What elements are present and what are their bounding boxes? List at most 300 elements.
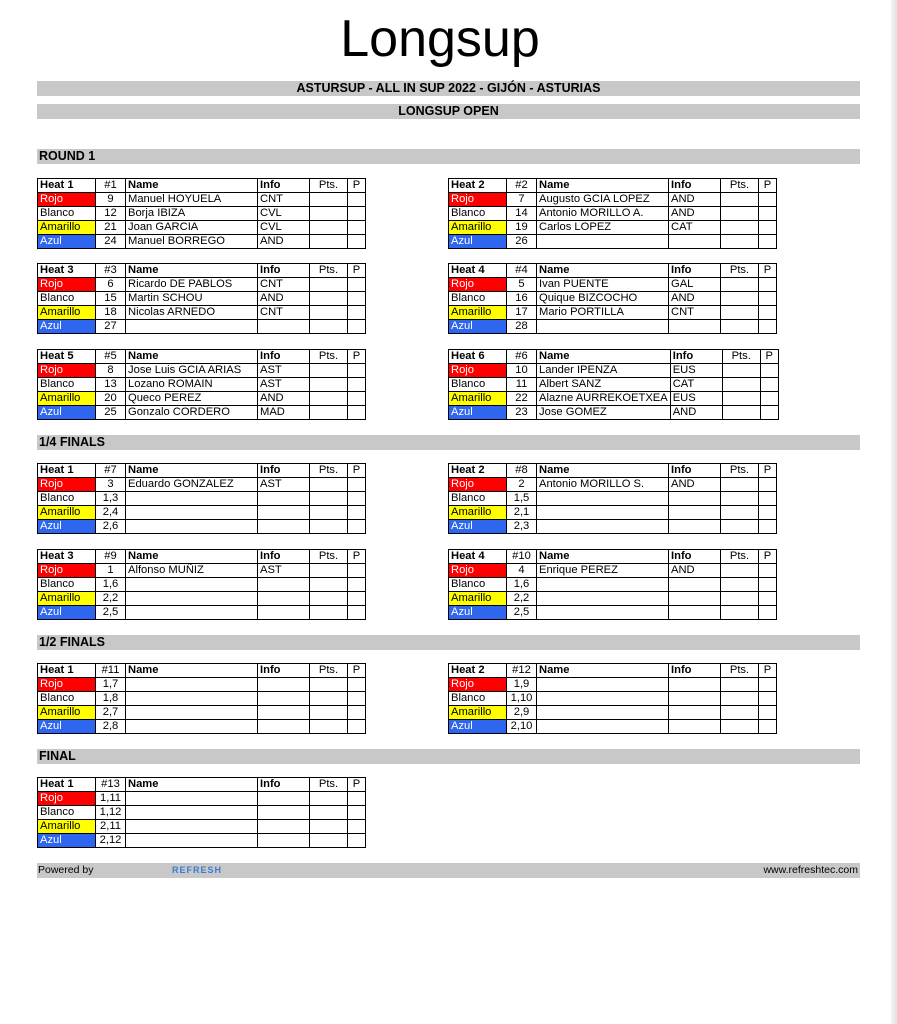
position-cell [759,235,777,249]
color-cell: Amarillo [449,306,507,320]
seed-cell: 15 [96,292,126,306]
color-cell: Azul [38,235,96,249]
info-cell [669,320,721,334]
heat-label: Heat 1 [38,664,96,678]
competitor-name-cell [537,492,669,506]
color-cell: Azul [38,406,96,420]
points-cell [310,520,348,534]
seed-cell: 12 [96,207,126,221]
position-cell [760,392,778,406]
color-cell: Blanco [449,378,507,392]
competitor-name-cell [126,706,258,720]
color-cell: Blanco [38,378,96,392]
table-row [38,235,366,249]
seed-cell: 2 [507,478,537,492]
color-cell: Rojo [449,478,507,492]
color-cell: Rojo [449,364,507,378]
position-cell [759,492,777,506]
heat-table [37,549,366,620]
heat-number: #11 [96,664,126,678]
position-cell [759,678,777,692]
info-cell: AND [670,406,722,420]
seed-cell: 17 [507,306,537,320]
info-cell [669,678,721,692]
color-cell: Blanco [449,207,507,221]
competitor-name-cell [126,520,258,534]
heat-header-row [449,664,777,678]
pts-header: Pts. [721,550,759,564]
heat-table [37,263,366,334]
table-row [449,378,779,392]
points-cell [310,235,348,249]
heat-table [448,263,777,334]
heat-label: Heat 2 [449,179,507,193]
competitor-name-cell [126,492,258,506]
competitor-name-cell: Carlos LOPEZ [537,221,669,235]
position-cell [348,820,366,834]
color-cell: Rojo [38,278,96,292]
points-cell [310,221,348,235]
color-cell: Rojo [449,278,507,292]
table-row [38,706,366,720]
seed-cell: 1,9 [507,678,537,692]
position-cell [759,278,777,292]
info-header: Info [669,179,721,193]
seed-cell: 2,2 [507,592,537,606]
info-cell [669,692,721,706]
p-header: P [348,350,366,364]
info-cell: AND [669,292,721,306]
points-cell [310,792,348,806]
heat-number: #6 [507,350,537,364]
info-cell: AST [258,364,310,378]
seed-cell: 8 [96,364,126,378]
competitor-name-cell [537,678,669,692]
name-header: Name [537,264,669,278]
info-cell: AND [258,292,310,306]
seed-cell: 20 [96,392,126,406]
seed-cell: 2,5 [507,606,537,620]
competitor-name-cell [537,578,669,592]
competitor-name-cell: Quique BIZCOCHO [537,292,669,306]
points-cell [310,292,348,306]
round-1-header: ROUND 1 [37,149,860,164]
heat-number: #10 [507,550,537,564]
color-cell: Blanco [449,292,507,306]
seed-cell: 2,7 [96,706,126,720]
color-cell: Blanco [38,806,96,820]
table-row [38,520,366,534]
table-row [38,392,366,406]
table-row [449,706,777,720]
table-row [38,278,366,292]
website-link[interactable]: www.refreshtec.com [763,864,858,876]
name-header: Name [126,464,258,478]
heat-number: #13 [96,778,126,792]
heat-label: Heat 3 [38,550,96,564]
name-header: Name [126,664,258,678]
seed-cell: 3 [96,478,126,492]
table-row [38,492,366,506]
info-cell [669,720,721,734]
position-cell [348,378,366,392]
category-title: LONGSUP OPEN [37,104,860,119]
points-cell [310,834,348,848]
table-row [449,320,777,334]
points-cell [721,592,759,606]
heat-table [448,549,777,620]
position-cell [760,406,778,420]
heat-header-row [38,664,366,678]
color-cell: Amarillo [38,221,96,235]
table-row [38,678,366,692]
info-cell [258,792,310,806]
table-row [38,820,366,834]
competitor-name-cell: Manuel BORREGO [126,235,258,249]
color-cell: Rojo [38,193,96,207]
heat-number: #9 [96,550,126,564]
points-cell [722,378,760,392]
heat-header-row [38,350,366,364]
pts-header: Pts. [310,778,348,792]
heat-number: #2 [507,179,537,193]
table-row [38,792,366,806]
info-header: Info [258,664,310,678]
heat-table [448,663,777,734]
table-row [449,306,777,320]
seed-cell: 26 [507,235,537,249]
seed-cell: 2,5 [96,606,126,620]
color-cell: Amarillo [38,306,96,320]
seed-cell: 25 [96,406,126,420]
heat-table [37,463,366,534]
name-header: Name [537,664,669,678]
position-cell [759,292,777,306]
position-cell [348,406,366,420]
page-edge-shadow [891,0,897,1024]
final-header: FINAL [37,749,860,764]
seed-cell: 28 [507,320,537,334]
info-cell: AND [669,564,721,578]
color-cell: Amarillo [38,820,96,834]
info-cell: CAT [669,221,721,235]
heat-label: Heat 4 [449,264,507,278]
table-row [449,235,777,249]
info-cell: CVL [258,207,310,221]
points-cell [721,320,759,334]
points-cell [310,706,348,720]
color-cell: Blanco [449,692,507,706]
table-row [38,834,366,848]
seed-cell: 24 [96,235,126,249]
competitor-name-cell: Jose Luis GCIA ARIAS [126,364,258,378]
info-header: Info [258,550,310,564]
info-cell: CNT [258,306,310,320]
seed-cell: 2,12 [96,834,126,848]
competitor-name-cell: Mario PORTILLA [537,306,669,320]
heat-label: Heat 4 [449,550,507,564]
competitor-name-cell [126,692,258,706]
pts-header: Pts. [721,464,759,478]
info-cell: AND [669,478,721,492]
heat-table [37,777,366,848]
competitor-name-cell: Ivan PUENTE [537,278,669,292]
seed-cell: 2,4 [96,506,126,520]
competitor-name-cell: Albert SANZ [537,378,671,392]
p-header: P [348,464,366,478]
competitor-name-cell: Augusto GCIA LOPEZ [537,193,669,207]
info-cell: CNT [258,278,310,292]
heat-header-row [449,550,777,564]
table-row [38,806,366,820]
table-row [38,578,366,592]
position-cell [348,292,366,306]
points-cell [310,278,348,292]
points-cell [310,478,348,492]
position-cell [348,520,366,534]
heat-number: #8 [507,464,537,478]
points-cell [721,207,759,221]
info-cell: AND [669,193,721,207]
heat-table [448,178,777,249]
color-cell: Rojo [449,193,507,207]
heat-header-row [449,264,777,278]
position-cell [759,520,777,534]
info-cell [669,706,721,720]
table-row [38,320,366,334]
position-cell [759,306,777,320]
seed-cell: 2,3 [507,520,537,534]
info-cell: AND [258,392,310,406]
seed-cell: 2,10 [507,720,537,734]
color-cell: Blanco [38,207,96,221]
page-title: Longsup [340,10,540,68]
heat-number: #7 [96,464,126,478]
position-cell [759,506,777,520]
points-cell [721,193,759,207]
position-cell [348,564,366,578]
color-cell: Rojo [38,678,96,692]
info-header: Info [258,464,310,478]
seed-cell: 19 [507,221,537,235]
competitor-name-cell [126,834,258,848]
info-cell: AND [258,235,310,249]
competitor-name-cell: Enrique PEREZ [537,564,669,578]
pts-header: Pts. [310,550,348,564]
competitor-name-cell [126,592,258,606]
competitor-name-cell [537,320,669,334]
heat-table [37,178,366,249]
table-row [449,392,779,406]
position-cell [348,278,366,292]
p-header: P [759,264,777,278]
competitor-name-cell [537,706,669,720]
competitor-name-cell [537,235,669,249]
heat-label: Heat 1 [38,179,96,193]
heat-table [448,463,777,534]
points-cell [721,306,759,320]
table-row [38,478,366,492]
info-cell [258,678,310,692]
color-cell: Rojo [38,564,96,578]
points-cell [310,378,348,392]
points-cell [722,364,760,378]
position-cell [348,578,366,592]
table-row [449,578,777,592]
position-cell [348,706,366,720]
competitor-name-cell [126,320,258,334]
p-header: P [759,179,777,193]
color-cell: Amarillo [449,706,507,720]
position-cell [348,492,366,506]
info-cell: CVL [258,221,310,235]
seed-cell: 2,6 [96,520,126,534]
seed-cell: 22 [507,392,537,406]
info-cell: AND [669,207,721,221]
points-cell [310,820,348,834]
info-cell [258,834,310,848]
seed-cell: 10 [507,364,537,378]
info-cell [669,506,721,520]
pts-header: Pts. [721,664,759,678]
competitor-name-cell [126,578,258,592]
info-header: Info [670,350,722,364]
heat-header-row [38,179,366,193]
heat-number: #12 [507,664,537,678]
competitor-name-cell [126,606,258,620]
position-cell [759,564,777,578]
table-row [449,606,777,620]
table-row [449,207,777,221]
table-row [38,221,366,235]
position-cell [759,706,777,720]
position-cell [348,364,366,378]
points-cell [310,306,348,320]
color-cell: Rojo [38,364,96,378]
table-row [449,221,777,235]
points-cell [721,235,759,249]
color-cell: Azul [449,520,507,534]
points-cell [721,578,759,592]
p-header: P [759,464,777,478]
points-cell [722,406,760,420]
competitor-name-cell [537,506,669,520]
seed-cell: 1,3 [96,492,126,506]
name-header: Name [126,778,258,792]
pts-header: Pts. [310,464,348,478]
position-cell [348,478,366,492]
info-cell [258,492,310,506]
color-cell: Azul [38,320,96,334]
competitor-name-cell: Martin SCHOU [126,292,258,306]
seed-cell: 2,1 [507,506,537,520]
seed-cell: 27 [96,320,126,334]
points-cell [721,720,759,734]
info-cell: CAT [670,378,722,392]
seed-cell: 1,10 [507,692,537,706]
color-cell: Amarillo [38,506,96,520]
position-cell [348,506,366,520]
seed-cell: 1,7 [96,678,126,692]
points-cell [310,678,348,692]
position-cell [759,193,777,207]
competitor-name-cell [126,792,258,806]
table-row [38,378,366,392]
table-row [449,520,777,534]
points-cell [310,392,348,406]
position-cell [348,392,366,406]
position-cell [759,592,777,606]
info-cell: AST [258,378,310,392]
seed-cell: 1,12 [96,806,126,820]
semi-finals-header: 1/2 FINALS [37,635,860,650]
seed-cell: 21 [96,221,126,235]
color-cell: Azul [38,520,96,534]
position-cell [348,193,366,207]
name-header: Name [537,464,669,478]
pts-header: Pts. [721,264,759,278]
info-cell: EUS [670,392,722,406]
info-cell [258,320,310,334]
position-cell [348,806,366,820]
table-row [449,292,777,306]
table-row [38,592,366,606]
info-cell [258,692,310,706]
seed-cell: 2,2 [96,592,126,606]
color-cell: Azul [449,720,507,734]
points-cell [310,720,348,734]
color-cell: Amarillo [449,392,507,406]
info-header: Info [669,664,721,678]
table-row [38,193,366,207]
points-cell [721,478,759,492]
points-cell [721,292,759,306]
name-header: Name [126,550,258,564]
heat-label: Heat 1 [38,464,96,478]
points-cell [310,492,348,506]
points-cell [721,506,759,520]
seed-cell: 5 [507,278,537,292]
table-row [38,564,366,578]
name-header: Name [126,179,258,193]
seed-cell: 1,5 [507,492,537,506]
position-cell [348,306,366,320]
info-cell [258,606,310,620]
seed-cell: 4 [507,564,537,578]
seed-cell: 11 [507,378,537,392]
position-cell [760,364,778,378]
competitor-name-cell [126,720,258,734]
competitor-name-cell: Nicolas ARNEDO [126,306,258,320]
info-header: Info [669,464,721,478]
pts-header: Pts. [721,179,759,193]
table-row [38,406,366,420]
position-cell [348,221,366,235]
color-cell: Amarillo [38,592,96,606]
p-header: P [760,350,778,364]
color-cell: Azul [449,320,507,334]
heat-number: #1 [96,179,126,193]
seed-cell: 7 [507,193,537,207]
competitor-name-cell [126,506,258,520]
info-cell [669,235,721,249]
p-header: P [348,179,366,193]
position-cell [348,792,366,806]
info-cell [258,592,310,606]
heat-table [37,663,366,734]
heat-header-row [38,778,366,792]
competitor-name-cell: Lander IPENZA [537,364,671,378]
